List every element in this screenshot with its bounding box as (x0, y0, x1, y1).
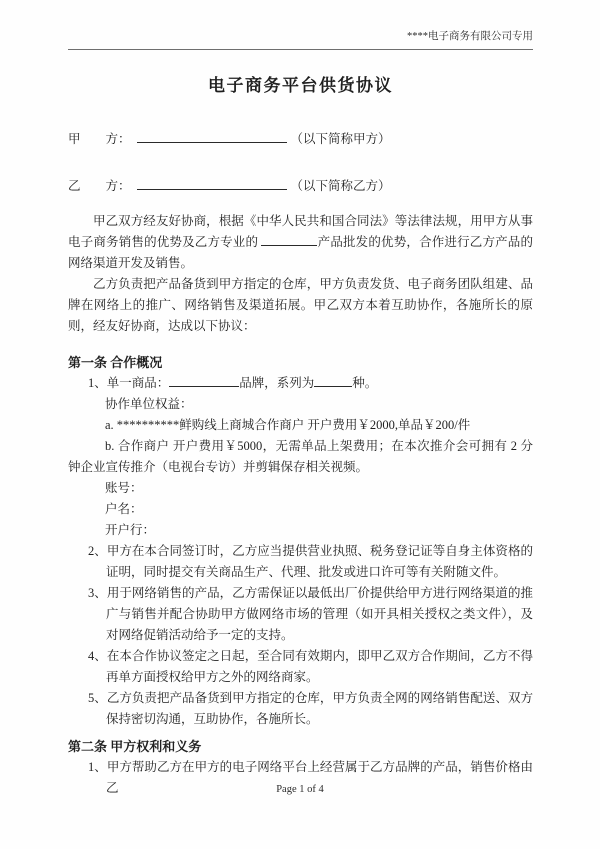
section-1-item-3: 3、用于网络销售的产品，乙方需保证以最低出厂价提供给甲方进行网络渠道的推广与销售并配合协助甲方做网络市场的管理（如开具相关授权之类文件），及对网络促销活动给予一定的支持。 (88, 586, 533, 642)
party-b-blank-field (137, 176, 287, 190)
company-header-note: ****电子商务有限公司专用 (407, 31, 533, 42)
party-b-label: 乙 方： (68, 179, 131, 193)
item-1-text-pre: 1、单一商品： (88, 376, 170, 390)
section-2-item-1: 1、甲方帮助乙方在甲方的电子网络平台上经营属于乙方品牌的产品，销售价格由乙 (88, 760, 533, 795)
section-1-item-4: 4、在本合作协议签定之日起，至合同有效期内，即甲乙双方合作期间，乙方不得再单方面授权给甲方之外的网络商家。 (88, 649, 533, 684)
option-a-line: a. **********鲜购线上商城合作商户 开户费用￥2000,单品￥200/件 (105, 418, 471, 432)
party-a-blank-field (137, 129, 287, 143)
section-1-item-2: 2、甲方在本合同签订时，乙方应当提供营业执照、税务登记证等自身主体资格的证明，同时提交有关商品生产、代理、批发或进口许可等有关附随文件。 (88, 544, 533, 579)
intro-p1-text-after: 产品批发的优势，合作进行乙方产品的网络渠道开发及销售。 (68, 235, 533, 270)
option-b-line: b. 合作商户 开户费用￥5000，无需单品上架费用；在本次推介会可拥有 2 分钟企业宣传推介（电视台专访）并剪辑保存相关视频。 (68, 439, 533, 474)
party-a-note: （以下简称甲方） (290, 132, 391, 146)
bank-branch-label: 开户行： (105, 523, 156, 537)
header-divider-line (68, 49, 533, 50)
partner-rights-label: 协作单位权益： (105, 397, 193, 411)
section-1-item-5: 5、乙方负责把产品备货到甲方指定的仓库，甲方负责全网的网络销售配送、双方保持密切沟通，互助协作，各施所长。 (88, 691, 533, 726)
account-number-label: 账号： (105, 481, 143, 495)
party-b-line (68, 176, 533, 197)
intro-p1-text-before: 甲乙双方经友好协商，根据《中华人民共和国合同法》等法律法规，用甲方从事电子商务销售的优势及乙方专业的 (68, 214, 533, 249)
intro-paragraph-1 (68, 211, 533, 274)
section-1-item-1 (88, 373, 533, 394)
page-number-footer: Page 1 of 4 (276, 784, 324, 795)
account-name-label: 户名： (105, 502, 143, 516)
section-1-heading: 第一条 合作概况 (68, 355, 163, 370)
brand-blank-field (169, 373, 239, 387)
product-type-blank-field (261, 232, 317, 246)
party-a-line (68, 129, 533, 150)
intro-paragraph-2: 乙方负责把产品备货到甲方指定的仓库，甲方负责发货、电子商务团队组建、品牌在网络上的推广、网络销售及渠道拓展。甲乙双方本着互助协作，各施所长的原则，经友好协商，达成以下协议： (68, 277, 533, 333)
party-b-note: （以下简称乙方） (290, 179, 391, 193)
party-a-label: 甲 方： (68, 132, 131, 146)
item-1-text-mid: 品牌，系列为 (239, 376, 315, 390)
document-title: 电子商务平台供货协议 (208, 76, 393, 95)
section-2-heading: 第二条 甲方权利和义务 (68, 739, 202, 754)
series-count-blank-field (314, 373, 352, 387)
item-1-text-post: 种。 (352, 376, 378, 390)
